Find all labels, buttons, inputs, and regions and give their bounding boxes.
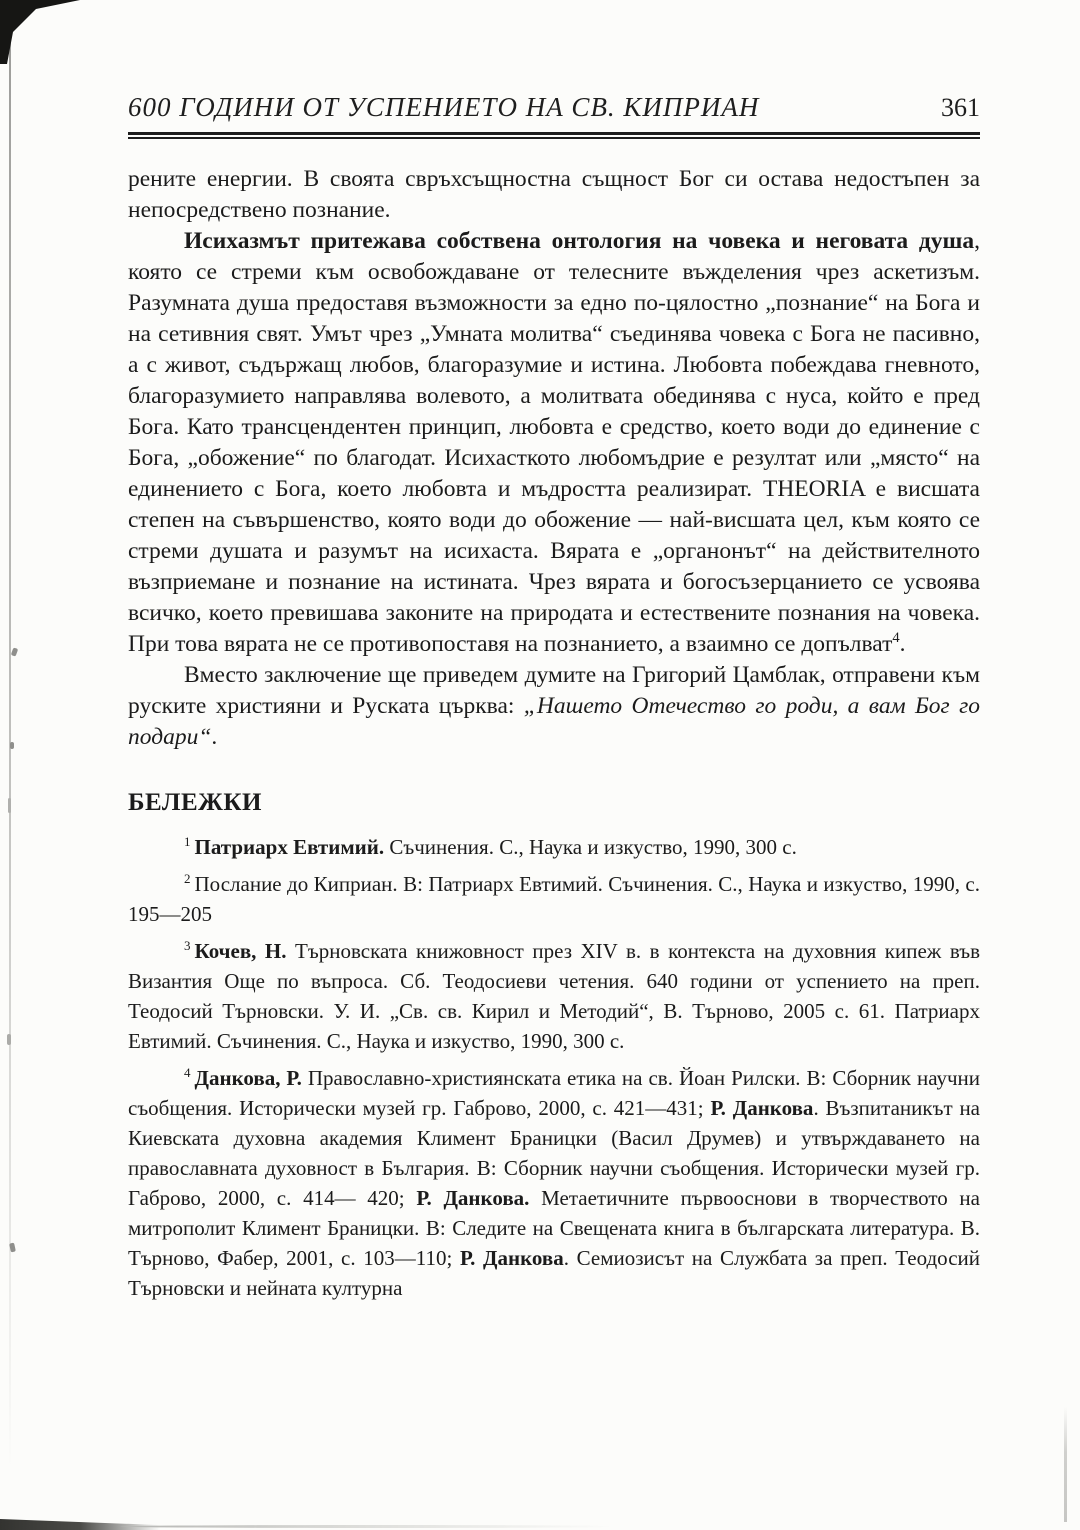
text-run: Вместо заключение ще приведем думите на Григорий Цамблак, отправени към руските християни и Руската църква: xyxy=(128,662,980,719)
text-run: рените енергии. В своята свръхсъщностна същност Бог си остава недостъпен за непосредствено познание. xyxy=(128,166,980,223)
text-run: . xyxy=(211,724,218,750)
body-paragraph xyxy=(128,226,980,660)
text-run: Патриарх Евтимий. xyxy=(194,835,385,859)
text-run: Търновската книжовност през XIV в. в контекста на духовния кипеж във Византия Още по въпроса. Сб. Теодосиеви четения. 640 години от успението на преп. Теодосий Търновски. У. И. „Св. св. Кирил и Методий“, В. Търново, 2005 с. 61. Патриарх Евтимий. Съчинения. С., Наука и изкуство, 1990, 300 с. xyxy=(128,939,980,1053)
body-paragraph xyxy=(128,164,980,226)
notes-heading: БЕЛЕЖКИ xyxy=(128,789,262,816)
text-run: Исихазмът притежава собствена онтология на човека и неговата душа xyxy=(184,228,975,254)
scan-bottom-page-curl-shadow xyxy=(120,1525,640,1528)
text-run: Р. Данкова. xyxy=(416,1186,530,1210)
text-run: Метаетичните първооснови в творчеството на митрополит Климент Браницки. В: Следите на Свещената книга в българската литература. В. Търново, Фабер, 2001, с. 103—110; xyxy=(128,1186,980,1270)
footnote-marker: 4 xyxy=(184,1065,191,1080)
text-run: . Семиозисът на Службата за преп. Теодосий Търновски и нейната културна xyxy=(128,1246,981,1300)
article-body xyxy=(128,164,980,753)
footnote-item xyxy=(128,1063,980,1303)
text-run: Р. Данкова xyxy=(459,1246,564,1270)
scan-left-edge-shadow xyxy=(0,0,44,1530)
footnote-item xyxy=(128,832,980,862)
footnote-marker: 3 xyxy=(184,938,191,953)
footnote-reference: 4 xyxy=(892,630,900,647)
footnote-item xyxy=(128,869,980,929)
footnote-marker: 1 xyxy=(184,834,191,849)
text-run: Послание до Киприан. В: Патриарх Евтимий. Съчинения. С., Наука и изкуство, 1990, с. 195—205 xyxy=(128,872,980,926)
text-run: . xyxy=(899,631,906,657)
text-run: Данкова, Р. xyxy=(194,1066,302,1090)
scan-bottom-left-artifact xyxy=(0,1519,160,1530)
footnote-marker: 2 xyxy=(184,871,191,886)
text-run: , която се стреми към освобождаване от телесните въжделения чрез аскетизъм. Разумната душа предоставя възможности за едно по-цялостно „познание“ на Бога и на сетивния свят. Умът чрез „Умната молитва“ съединява човека с Бога не пасивно, а с живот, съдържащ любов, благоразумие и истина. Любовта побеждава гневното, благоразумието направлява волевото, а молитвата обединява с нуса, който е пред Бога. Като трансцендентен принцип, любовта е средство, което води до единение с Бога, „обожение“ по благодат. Исихасткото любомъдрие е резултат или „място“ на единението с Бога, което любовта и мъдростта реализират. THEORIA е висшата степен на съвършенство, която води до обожение — най-висшата цел, към която се стреми душата и разумът на исихаста. Вярата е „органонът“ на действителното възприемане и познание на истината. Чрез вярата и богосъзерцанието се усвоява всичко, което превишава законите на природата и естествените познания на човека. При това вярата не се противопоставя на познанието, а взаимно се допълват xyxy=(128,228,980,657)
scan-right-edge-line xyxy=(1064,1407,1067,1522)
text-run: Православно-християнската етика на св. Йоан Рилски. В: Сборник научни съобщения. Исторически музей гр. Габрово, 2000, с. 421—431; xyxy=(128,1066,981,1120)
running-header-title: 600 ГОДИНИ ОТ УСПЕНИЕТО НА СВ. КИПРИАН xyxy=(128,92,760,122)
text-run: Р. Данкова xyxy=(710,1096,814,1120)
text-run: Кочев, Н. xyxy=(194,939,287,963)
page-number: 361 xyxy=(941,93,980,122)
header-double-rule xyxy=(128,132,980,139)
scan-noise-speck xyxy=(8,798,11,813)
footnotes-section xyxy=(128,832,980,1303)
text-run: „Нашето Отечество го роди, а вам Бог го подари“ xyxy=(128,693,981,750)
scan-noise-speck xyxy=(7,1034,11,1045)
scan-noise-speck xyxy=(10,742,14,749)
text-run: Съчинения. С., Наука и изкуство, 1990, 300 с. xyxy=(384,835,797,859)
body-paragraph xyxy=(128,660,980,753)
text-run: . Възпитаникът на Киевската духовна академия Климент Браницки (Васил Друмев) и утвърждаването на православната духовност в България. В: Сборник научни съобщения. Исторически музей гр. Габрово, 2000, с. 414— 420; xyxy=(128,1096,981,1210)
page-content xyxy=(128,92,980,1310)
running-header xyxy=(128,92,980,123)
footnote-item xyxy=(128,936,980,1056)
